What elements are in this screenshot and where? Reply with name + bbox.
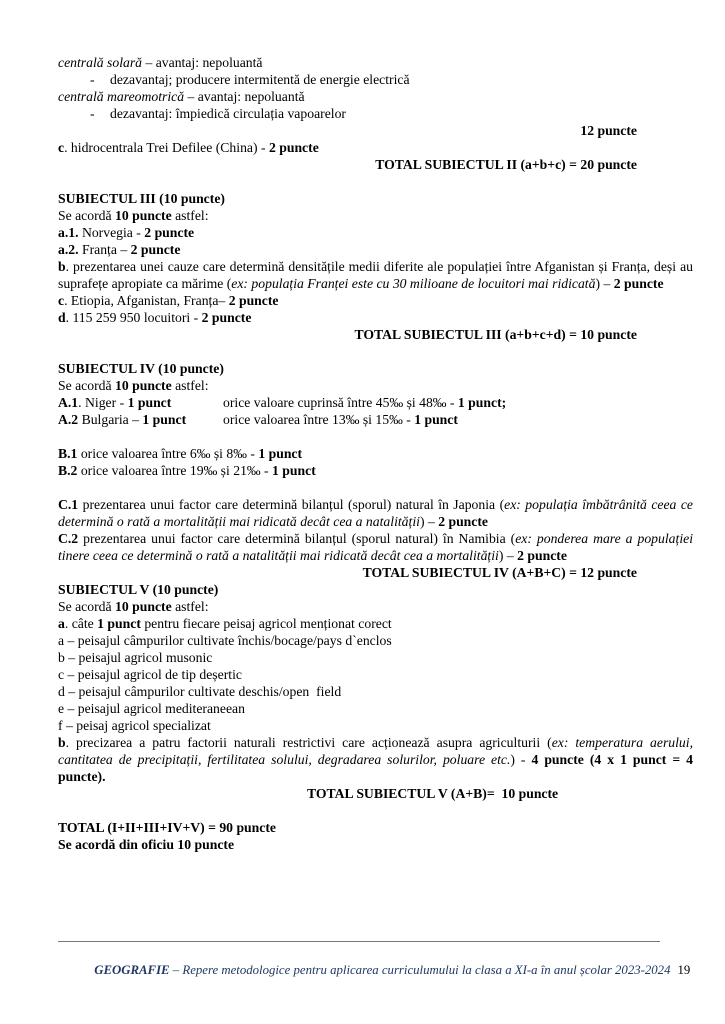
- text-segment: 1 punct: [272, 463, 316, 478]
- text-segment: orice valoarea între 13‰ și 15‰ -: [223, 412, 415, 427]
- text-segment: ) –: [498, 548, 518, 563]
- text-segment: 1 punct: [414, 412, 458, 427]
- text-segment: dezavantaj; producere intermitentă de energie electrică: [110, 72, 410, 87]
- text-segment: orice valoare cuprinsă între 45‰ și 48‰ -: [223, 395, 458, 410]
- text-segment: b: [58, 259, 66, 274]
- text-segment: . 115 259 950 locuitori -: [65, 310, 202, 325]
- section-heading-iv: [58, 360, 693, 377]
- text-segment: astfel:: [171, 599, 209, 614]
- blank-line: [58, 343, 693, 360]
- page-footer: [58, 941, 693, 994]
- text-segment: ex: populația Franței este cu 30 milioane de locuitori mai ridicată: [231, 276, 596, 291]
- text-segment: TOTAL SUBIECTUL II (a+b+c) = 20 puncte: [375, 157, 637, 172]
- text-segment: ) -: [510, 752, 532, 767]
- text-segment: centrală mareomotrică: [58, 89, 185, 104]
- text-segment: 10 puncte: [115, 599, 172, 614]
- bullet-line: [58, 105, 693, 122]
- text-segment: c: [58, 140, 65, 155]
- text-segment: . hidrocentrala Trei Defilee (China) -: [64, 140, 269, 155]
- text-segment: C.2: [58, 531, 79, 546]
- text-segment: c – peisajul agricol de tip deșertic: [58, 667, 242, 682]
- text-segment: f – peisaj agricol specializat: [58, 718, 211, 733]
- answer-column: [58, 394, 223, 411]
- text-segment: B.1: [58, 446, 78, 461]
- text-segment: 2 puncte: [438, 514, 488, 529]
- text-segment: astfel:: [171, 378, 209, 393]
- text-line: [58, 700, 693, 717]
- text-segment: TOTAL (I+II+III+IV+V) = 90 puncte: [58, 820, 276, 835]
- text-segment: prezentarea unui factor care determină bilanțul (sporul natural) în Namibia (: [78, 531, 516, 546]
- answer-column: [58, 411, 223, 428]
- paragraph: [58, 496, 693, 530]
- footer-page-number: 19: [677, 963, 691, 977]
- text-segment: a.2.: [58, 242, 79, 257]
- text-line: [58, 292, 693, 309]
- text-segment: TOTAL SUBIECTUL V (A+B)= 10 puncte: [307, 786, 559, 801]
- text-segment: 2 puncte: [517, 548, 567, 563]
- paragraph: [58, 530, 693, 564]
- section-heading-iii: [58, 190, 693, 207]
- text-line: [58, 598, 693, 615]
- text-segment: astfel:: [171, 208, 209, 223]
- text-line: [58, 632, 693, 649]
- text-segment: 2 puncte: [268, 140, 319, 155]
- footer-journal-title: GEOGRAFIE: [94, 963, 170, 977]
- two-column-line: [58, 394, 693, 411]
- text-segment: Norvegia -: [78, 225, 145, 240]
- text-line: [58, 224, 693, 241]
- text-segment: Se acordă din oficiu 10 puncte: [58, 837, 235, 852]
- paragraph: [58, 734, 693, 785]
- total-subiectul-ii: [58, 156, 693, 173]
- text-segment: 4 puncte (4 x 1 punct = 4 puncte).: [58, 752, 693, 784]
- text-segment: d – peisajul câmpurilor cultivate deschis/open field: [58, 684, 342, 699]
- text-segment: ex: populația îmbătrânită ceea ce determină o rată a mortalității mai ridicată decât cea a natalității: [58, 497, 693, 529]
- text-segment: b – peisajul agricol musonic: [58, 650, 213, 665]
- text-segment: Bulgaria –: [78, 412, 143, 427]
- text-segment: . precizarea a patru factorii naturali restrictivi care acționează asupra agriculturii (: [65, 735, 552, 750]
- text-segment: prezentarea unui factor care determină bilanțul (sporul) natural în Japonia (: [78, 497, 505, 512]
- text-segment: a: [58, 616, 65, 631]
- text-segment: orice valoarea între 6‰ și 8‰ -: [77, 446, 259, 461]
- text-segment: TOTAL SUBIECTUL IV (A+B+C) = 12 puncte: [362, 565, 637, 580]
- dash-bullet: -: [90, 106, 95, 121]
- text-segment: ) –: [419, 514, 439, 529]
- text-segment: – avantaj: nepoluantă: [184, 89, 305, 104]
- text-segment: SUBIECTUL V (10 puncte): [58, 582, 219, 597]
- text-line: [58, 615, 693, 632]
- blank-line: [58, 173, 693, 190]
- text-segment: ex: ponderea mare a populației tinere ceea ce determină o rată a natalității mai ridicată decât cea a mortalității: [58, 531, 693, 563]
- text-segment: Franța –: [78, 242, 131, 257]
- footer-divider: [58, 941, 660, 942]
- text-segment: Se acordă: [58, 208, 116, 223]
- text-segment: pentru fiecare peisaj agricol menționat corect: [140, 616, 392, 631]
- footer-text: [58, 946, 693, 994]
- text-segment: 2 puncte: [201, 310, 252, 325]
- text-line: [58, 241, 693, 258]
- text-line: [58, 309, 693, 326]
- blank-line: [58, 428, 693, 445]
- text-segment: 10 puncte: [115, 208, 172, 223]
- text-segment: . câte: [64, 616, 98, 631]
- text-line: [58, 54, 693, 71]
- text-segment: 1 punct: [97, 616, 141, 631]
- text-segment: e – peisajul agricol mediteraneean: [58, 701, 245, 716]
- blank-line: [58, 479, 693, 496]
- text-segment: 10 puncte: [115, 378, 172, 393]
- text-segment: centrală solară: [58, 55, 143, 70]
- total-subiectul-v: [58, 785, 693, 802]
- text-segment: d: [58, 310, 66, 325]
- document-body: [58, 54, 693, 853]
- two-column-line: [58, 411, 693, 428]
- text-segment: A.2: [58, 412, 79, 427]
- text-line: [58, 377, 693, 394]
- text-segment: . prezentarea unei cauze care determină densitățile medii diferite ale populației între Afganistan și Franța, deși au suprafețe apropiate ca mărime (: [58, 259, 693, 291]
- text-segment: Se acordă: [58, 378, 116, 393]
- dash-bullet: -: [90, 72, 95, 87]
- text-line: [58, 207, 693, 224]
- points-line: [58, 122, 693, 139]
- paragraph: [58, 258, 693, 292]
- text-line: [58, 139, 693, 156]
- text-segment: . Etiopia, Afganistan, Franța–: [64, 293, 229, 308]
- text-segment: orice valoarea între 19‰ și 21‰ -: [77, 463, 273, 478]
- total-subiectul-iv: [58, 564, 693, 581]
- text-segment: TOTAL SUBIECTUL III (a+b+c+d) = 10 puncte: [354, 327, 637, 342]
- text-segment: ex: temperatura aerului, cantitatea de precipitații, fertilitatea solului, degradarea solurilor, poluare etc.: [58, 735, 693, 767]
- text-segment: SUBIECTUL IV (10 puncte): [58, 361, 224, 376]
- text-segment: b: [58, 735, 66, 750]
- text-segment: A.1: [58, 395, 79, 410]
- text-segment: – avantaj: nepoluantă: [142, 55, 263, 70]
- text-segment: 2 puncte: [144, 225, 195, 240]
- text-line: [58, 649, 693, 666]
- text-segment: 12 puncte: [580, 123, 637, 138]
- text-line: [58, 88, 693, 105]
- text-line: [58, 666, 693, 683]
- text-segment: 2 puncte: [130, 242, 181, 257]
- text-line: [58, 462, 693, 479]
- text-segment: SUBIECTUL III (10 puncte): [58, 191, 225, 206]
- text-segment: ) –: [595, 276, 614, 291]
- text-line: [58, 717, 693, 734]
- section-heading-v: [58, 581, 693, 598]
- text-segment: Se acordă: [58, 599, 116, 614]
- text-segment: dezavantaj: împiedică circulația vapoarelor: [110, 106, 346, 121]
- text-line: [58, 445, 693, 462]
- text-segment: B.2: [58, 463, 78, 478]
- text-line: [58, 683, 693, 700]
- grand-total: [58, 819, 693, 836]
- footer-subtitle: – Repere metodologice pentru aplicarea curriculumului la clasa a XI-a în anul școlar 2023-2024: [169, 963, 671, 977]
- text-segment: a – peisajul câmpurilor cultivate închis/bocage/pays d`enclos: [58, 633, 392, 648]
- text-segment: 2 puncte: [228, 293, 279, 308]
- text-segment: 1 punct: [142, 412, 187, 427]
- text-segment: c: [58, 293, 65, 308]
- text-segment: 2 puncte: [613, 276, 664, 291]
- text-segment: a.1.: [58, 225, 79, 240]
- text-segment: C.1: [58, 497, 79, 512]
- blank-line: [58, 802, 693, 819]
- text-segment: 1 punct: [258, 446, 303, 461]
- total-subiectul-iii: [58, 326, 693, 343]
- text-segment: 1 punct: [127, 395, 172, 410]
- bullet-line: [58, 71, 693, 88]
- text-segment: . Niger -: [78, 395, 128, 410]
- text-segment: 1 punct;: [457, 395, 507, 410]
- oficiu-line: [58, 836, 693, 853]
